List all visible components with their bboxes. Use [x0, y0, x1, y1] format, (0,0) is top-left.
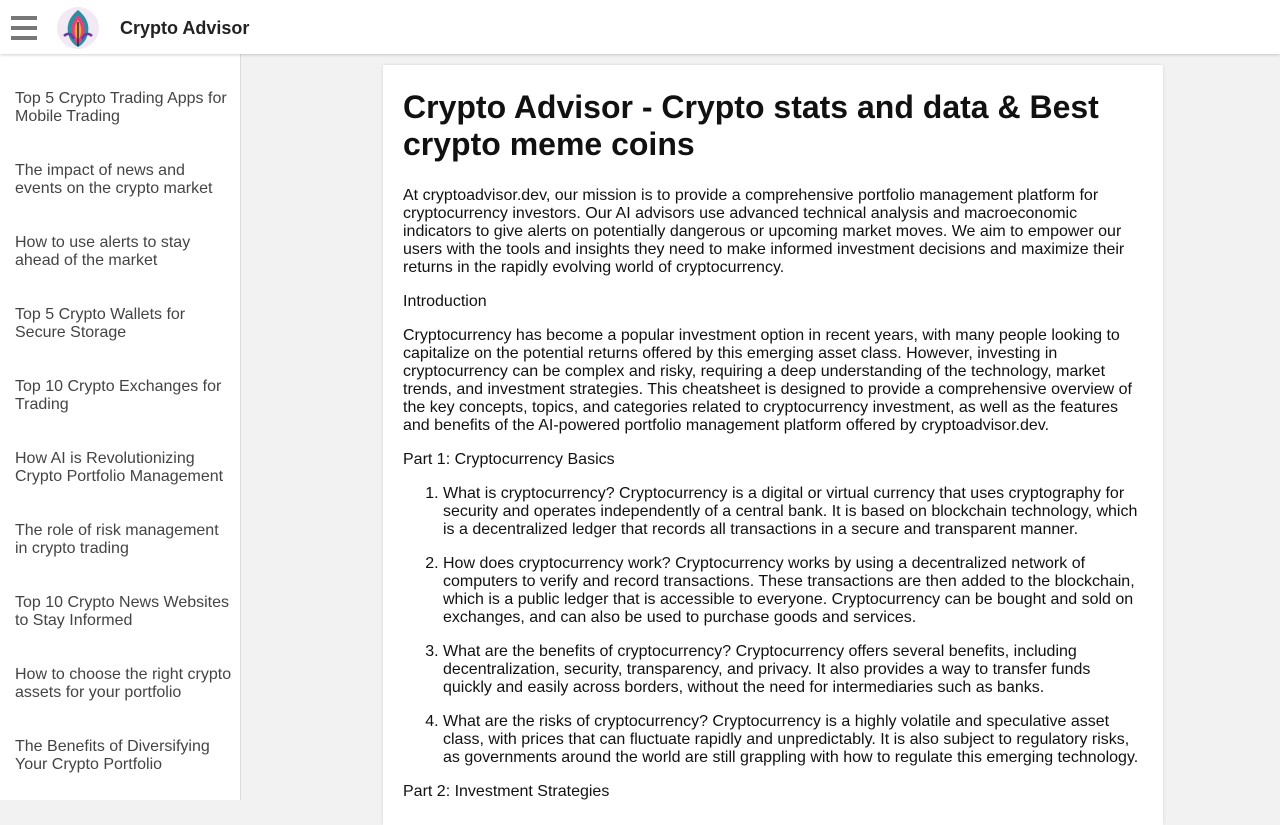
sidebar-item-risk-management[interactable]: The role of risk management in crypto trading [15, 522, 219, 557]
sidebar-item-news-websites[interactable]: Top 10 Crypto News Websites to Stay Informed [15, 594, 230, 629]
article-card [383, 65, 1163, 825]
hamburger-menu-icon[interactable] [11, 16, 37, 40]
crypto-advisor-logo[interactable] [56, 6, 100, 50]
introduction-heading: Introduction [403, 293, 487, 310]
intro-paragraph: At cryptoadvisor.dev, our mission is to provide a comprehensive portfolio management platform for cryptocurrency investors. Our AI advisors use advanced technical analysis and macroeconomic indicators to give alerts on potentially dangerous or upcoming market moves. We aim to empower our users with the tools and insights they need to make informed investment decisions and maximize their returns in the rapidly evolving world of cryptocurrency. [403, 187, 1125, 276]
app-title[interactable]: Crypto Advisor [120, 18, 250, 38]
sidebar-item-news-impact[interactable]: The impact of news and events on the crypto market [15, 162, 213, 197]
part2-heading: Part 2: Investment Strategies [403, 783, 610, 800]
list-item: 2. How does cryptocurrency work? Cryptocurrency works by using a decentralized network of computers to verify and record transactions. These transactions are then added to the blockchain, which is a public ledger that is accessible to everyone. Cryptocurrency can be bought and sold on exchanges, and can also be used to purchase goods and services. [443, 555, 1143, 627]
list-item: 1. What is cryptocurrency? Cryptocurrency is a digital or virtual currency that uses cryptography for security and operates independently of a central bank. It is based on blockchain technology, which is a decentralized ledger that records all transactions in a secure and transparent manner. [443, 485, 1143, 539]
sidebar [0, 54, 241, 800]
list-item: 3. What are the benefits of cryptocurrency? Cryptocurrency offers several benefits, including decentralization, security, transparency, and privacy. It also provides a way to transfer funds quickly and easily across borders, without the need for intermediaries such as banks. [443, 643, 1143, 697]
sidebar-item-exchanges[interactable]: Top 10 Crypto Exchanges for Trading [15, 378, 222, 413]
part1-list [403, 485, 1143, 767]
part1-heading: Part 1: Cryptocurrency Basics [403, 451, 615, 468]
sidebar-item-choose-assets[interactable]: How to choose the right crypto assets for your portfolio [15, 666, 232, 701]
sidebar-item-alerts[interactable]: How to use alerts to stay ahead of the market [15, 234, 191, 269]
sidebar-item-ai-portfolio[interactable]: How AI is Revolutionizing Crypto Portfolio Management [15, 450, 224, 485]
page-title: Crypto Advisor - Crypto stats and data & Best crypto meme coins [403, 89, 1099, 162]
top-bar [0, 0, 1280, 54]
introduction-paragraph: Cryptocurrency has become a popular investment option in recent years, with many people looking to capitalize on the potential returns offered by this emerging asset class. However, investing in cryptocurrency can be complex and risky, requiring a deep understanding of the technology, market trends, and investment strategies. This cheatsheet is designed to provide a comprehensive overview of the key concepts, topics, and categories related to cryptocurrency investment, as well as the features and benefits of the AI-powered portfolio management platform offered by cryptoadvisor.dev. [403, 327, 1132, 434]
sidebar-item-diversifying[interactable]: The Benefits of Diversifying Your Crypto Portfolio [15, 738, 210, 773]
sidebar-item-wallets[interactable]: Top 5 Crypto Wallets for Secure Storage [15, 306, 186, 341]
list-item: 4. What are the risks of cryptocurrency? Cryptocurrency is a highly volatile and speculative asset class, with prices that can fluctuate rapidly and unpredictably. It is also subject to regulatory risks, as governments around the world are still grappling with how to regulate this emerging technology. [443, 713, 1143, 767]
sidebar-item-trading-apps[interactable]: Top 5 Crypto Trading Apps for Mobile Trading [15, 90, 227, 125]
